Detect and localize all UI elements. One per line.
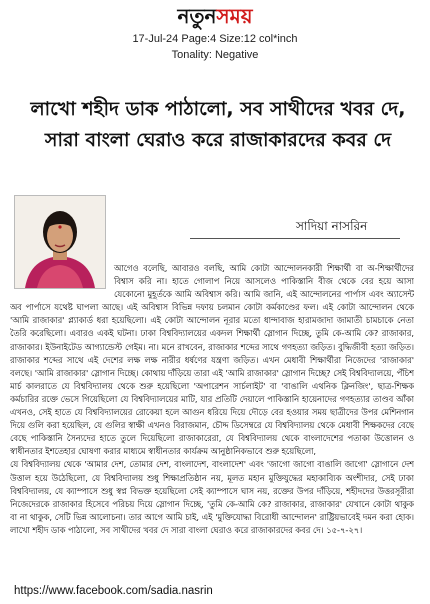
newspaper-masthead bbox=[0, 3, 430, 29]
tonality-line: Tonality: Negative bbox=[171, 49, 259, 61]
photo-wrap-spacer bbox=[10, 262, 114, 298]
clipping-meta-line: 17-Jul-24 Page:4 Size:12 col*inch bbox=[132, 33, 298, 45]
author-divider bbox=[190, 238, 400, 239]
article-paragraph: যে বিশ্ববিদ্যালয় থেকে 'আমার দেশ, তোমার দেশ, বাংলাদেশ, বাংলাদেশ' এবং 'জাগো জাগো বাঙালি জাগো' স্লোগানে দেশ উত্তাল হয়ে উঠেছিলো, যে বিশ্ববিদ্যালয় শুধু শিক্ষাপ্রতিষ্ঠান নয়, মূলত মহান মুক্তিযুদ্ধের মহাকাব্যিক অংশীদার, সেই ঢাকা বিশ্ববিদ্যালয়, যে ক্যাম্পাসে শুধু স্বপ্ন বিভক্ত হয়েছিলো সেই ক্যাম্পাসে ঘাস নয়, রক্তের উপর দাঁড়িয়ে, শহীদদের উত্তরসূরীরা নিজেদেরকে রাজাকার হিসেবে পরিচয় দিয়ে স্লোগান দিচ্ছে, 'তুমি কে-আমি কে? রাজাকার, রাজাকার' যেখানে কোটা থাকুক বা না থাকুক, সেটি ভিন্ন আলোচনা। তার আগে আমি চাই, এই 'মুক্তিযোদ্ধা বিরোধী আন্দোলন' রাষ্ট্রিয়ভাবেই দমন করা হোক। লাখো শহীদ ডাক পাঠালো, সব সাথীদের খবর দে সারা বাংলা ঘেরাও করে রাজাকারদের কবর দে। ১৫-৭-২৭। bbox=[10, 459, 414, 535]
masthead-part1: নতুন bbox=[177, 4, 217, 28]
article-headline: লাখো শহীদ ডাক পাঠালো, সব সাথীদের খবর দে, সারা বাংলা ঘেরাও করে রাজাকারদের কবর দে bbox=[30, 98, 406, 151]
masthead-part2: সময় bbox=[216, 4, 253, 28]
article-paragraph: আগেও বলেছি, আবারও বলছি, আমি কোটা আন্দোলনকারী শিক্ষার্থী বা অ-শিক্ষার্থীদের বিশ্বাস করি না। হাতে গোলাপ নিয়ে আসলেও পাকিস্তানি বীজ থেকে বের হয়ে আসা যেকোনো মুহূর্তকে আমি অবিশ্বাস করি। আমি জানি, এই আন্দোলনের পার্পাস এবং অ্যাসেন্ট অব পার্পাসে যথেষ্ট ঘাপলা আছে। এই অবিশ্বাস বিভিন্ন দফায় চলমান কোটা কর্মকাণ্ডের ফল। এই কোটা আন্দোলন থেকে 'আমি রাজাকার' প্ল্যাকার্ড ধরা হয়েছিলো। এই কোটা আন্দোলন নূরার মতো ধান্দাবাজ হারামজাদা জামাতী চামচাকে নেতা তৈরি করেছিলো। এবারও একই ঘটনা। ঢাকা বিশ্ববিদ্যালয়ের একদল শিক্ষার্থী স্লোগান দিচ্ছে, তুমি কে-আমি কে? রাজাকার, রাজাকার। ইউনাইটেড আগ্যান্ডেস্ট গেইম। না। মনে রাখবেন, রাজাকার শব্দের সাথে গণহত্যা জড়িত। বুদ্ধিজীবী হত্যা জড়িত। রাজাকার শব্দের সাথে এই দেশের লক্ষ লক্ষ নারীর ধর্ষণের যন্ত্রণা জড়িত। এখন মেধাবী শিক্ষার্থীরা নিজেদের 'রাজাকার' বলছে। 'আমি রাজাকার' স্লোগান দিচ্ছে। কোথায় দাঁড়িয়ে তারা এই 'আমি রাজাকার' স্লোগান দিচ্ছে? সেই বিশ্ববিদ্যালয়ে, পঁচিশ মার্চ কালরাতে যে বিশ্ববিদ্যালয় থেকে শুরু হয়েছিলো 'অপারেশন সার্চলাইট' বা 'বাঙালি এথনিক ক্লিনজিং', ছাত্র-শিক্ষক কর্মচারির রক্তে ভেসে গিয়েছিলো যে বিশ্ববিদ্যালয়ের মাটি, যার প্রতিটি দেয়ালে পাকিস্তানি হায়েনাদের গণহত্যার তাণ্ডব আঁকা এখনও, সেই হাতে যে বিশ্ববিদ্যালয়ের রোকেয়া হলে আগুন ধরিয়ে দিয়ে দৌড়ে বের হওয়ার সময় ছাত্রীদের উপর মেশিনগান দিয়ে গুলি করা হয়েছিল, যে গুলির স্বাক্ষী এখনও বিরাজমান, চৌদ্দ ডিসেম্বরে যে বিশ্ববিদ্যালয় থেকে মেধাবী শিক্ষকদের বেছে বেছে পাকিস্তানি সৈন্যদের হাতে তুলে দিয়েছিলো রাজাকারেরা, যে বিশ্ববিদ্যালয় থেকে বাংলাদেশের পতাকা উত্তোলন ও স্বাধীনতার ইশতেহার ঘোষণা করার মাধ্যমে স্বাধীনতার কার্যক্রম আনুষ্ঠানিকভাবে শুরু হয়েছিলো, bbox=[10, 263, 414, 457]
article-body bbox=[10, 262, 414, 577]
source-url-link[interactable]: https://www.facebook.com/sadia.nasrin bbox=[14, 585, 213, 597]
author-name: সাদিয়া নাসরিন bbox=[296, 219, 368, 233]
